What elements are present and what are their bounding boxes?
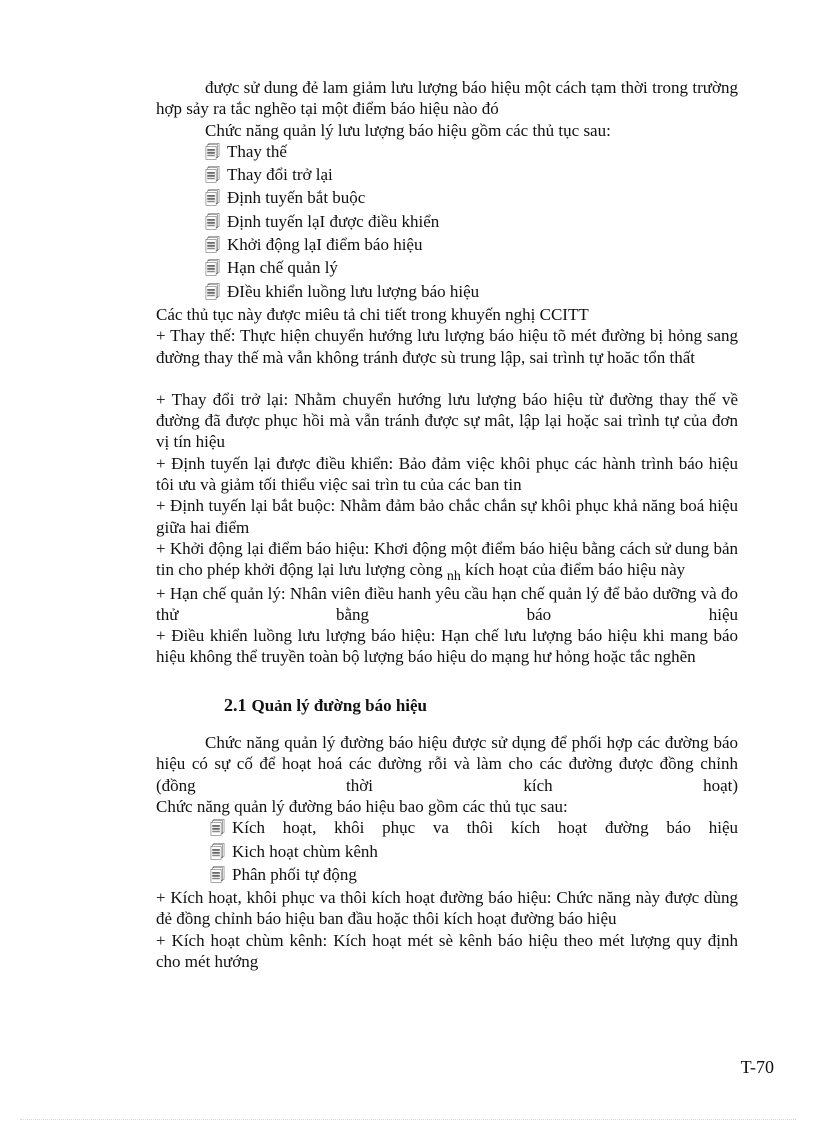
paragraph-dinh-tuyen-dieu-khien: + Định tuyến lại được điều khiển: Bảo đảm việc khôi phục các hành trình báo hiệu tôi ưu và giảm tối thiểu việc sai trìn tu của các ban tin bbox=[156, 453, 738, 495]
list-item: 🗐 Khởi động lạI điểm báo hiệu bbox=[205, 234, 738, 257]
notepad-icon: 🗐 bbox=[205, 284, 220, 301]
notepad-icon: 🗐 bbox=[210, 844, 225, 861]
notepad-icon: 🗐 bbox=[210, 867, 225, 884]
notepad-icon: 🗐 bbox=[210, 821, 225, 838]
subscript-text: nh bbox=[446, 569, 461, 585]
notepad-icon: 🗐 bbox=[205, 238, 220, 255]
functions-list bbox=[156, 141, 738, 304]
list-item: 🗐 Thay đổi trở lại bbox=[205, 164, 738, 187]
section-heading bbox=[224, 695, 738, 716]
intro-paragraph: được sử dung đẻ lam giảm lưu lượng báo hiệu một cách tạm thời trong trường hợp sảy ra tắc nghẽo tại một điểm báo hiệu nào đó bbox=[156, 78, 738, 119]
page-number: T-70 bbox=[740, 1057, 774, 1077]
ccitt-note: Các thủ tục này được miêu tả chi tiết trong khuyến nghị CCITT bbox=[156, 304, 589, 324]
paragraph-khoi-dong-lai: + Khởi động lại điểm báo hiệu: Khơi động một điểm báo hiệu bằng cách sử dung bản tin cho phép khởi động lại lưu lượng còng $_{nh}$ kích hoạt của điểm báo hiệu này bbox=[156, 538, 738, 585]
paragraph-thay-the: + Thay thế: Thực hiện chuyển hướng lưu lượng báo hiệu tõ mét đường bị hỏng sang đường thay thế mà vẫn không tránh được sù trung lập, sai trình tự hoăc tổn thất bbox=[156, 326, 738, 367]
notepad-icon: 🗐 bbox=[205, 168, 220, 185]
procedures-intro: Chức năng quản lý đường báo hiệu bao gồm các thủ tục sau: bbox=[156, 796, 568, 816]
functions-intro: Chức năng quản lý lưu lượng báo hiệu gồm các thủ tục sau: bbox=[205, 120, 611, 140]
paragraph-kich-hoat: + Kích hoạt, khôi phục va thôi kích hoạt đường báo hiệu: Chức năng này được dùng đẻ đồng chỉnh báo hiệu ban đầu hoặc thôi kích hoạt đường báo hiệu bbox=[156, 888, 738, 929]
notepad-icon: 🗐 bbox=[205, 144, 220, 161]
list-item: 🗐 Hạn chế quản lý bbox=[205, 257, 738, 280]
list-item: 🗐 ĐIều khiển luồng lưu lượng báo hiệu bbox=[205, 281, 738, 304]
procedures-list bbox=[156, 817, 738, 887]
notepad-icon: 🗐 bbox=[205, 261, 220, 278]
list-item: 🗐 Kích hoạt, khôi phục va thôi kích hoạt đường báo hiệu bbox=[210, 817, 738, 840]
notepad-icon: 🗐 bbox=[205, 191, 220, 208]
paragraph-dinh-tuyen-bat-buoc: + Định tuyến lại bắt buộc: Nhằm đảm bảo chắc chắn sự khôi phục khả năng boá hiệu giữa hai điểm bbox=[156, 496, 738, 537]
list-item: 🗐 Kich hoạt chùm kênh bbox=[210, 841, 738, 864]
paragraph-chum-kenh: + Kích hoạt chùm kênh: Kích hoạt mét sè kênh báo hiệu theo mét lượng quy định cho mét hướng bbox=[156, 930, 738, 971]
section-title: Quản lý đường báo hiệu bbox=[251, 695, 428, 715]
list-item: 🗐 Định tuyến lạI được điều khiển bbox=[205, 211, 738, 234]
section-intro: Chức năng quản lý đường báo hiệu được sử dụng để phối hợp các đường báo hiệu có sự cố để hoạt hoá các đường rỗi và làm cho các đường được đồng chỉnh (đồng thời kích hoạt) bbox=[156, 733, 738, 795]
paragraph-dieu-khien-luong: + Điều khiển luồng lưu lượng báo hiệu: Hạn chế lưu lượng báo hiệu khi mang báo hiệu không thể truyền toàn bộ lượng báo hiệu do mạng hư hỏng hoặc tắc nghẽn bbox=[156, 626, 738, 667]
notepad-icon: 🗐 bbox=[205, 214, 220, 231]
section-number: 2.1 bbox=[224, 694, 247, 715]
paragraph-thay-doi-tro-lai: + Thay đổi trở lại: Nhằm chuyển hướng lưu lượng báo hiệu từ đường thay thế về đường đã được phục hồi mà vẫn tránh được sự mât, lập lại hoặc sai trình tự của đơn vị tín hiệu bbox=[156, 389, 738, 452]
blank-line bbox=[156, 368, 738, 389]
paragraph-han-che-quan-ly: + Hạn chế quản lý: Nhân viên điều hanh yêu cầu hạn chế quản lý để bảo dưỡng và đo thử bằng báo hiệu bbox=[156, 583, 738, 624]
footer-divider bbox=[20, 1119, 796, 1120]
list-item: 🗐 Thay thế bbox=[205, 141, 738, 164]
list-item: 🗐 Định tuyến bắt buộc bbox=[205, 187, 738, 210]
list-item: 🗐 Phân phối tự động bbox=[210, 864, 738, 887]
document-body bbox=[156, 77, 738, 972]
